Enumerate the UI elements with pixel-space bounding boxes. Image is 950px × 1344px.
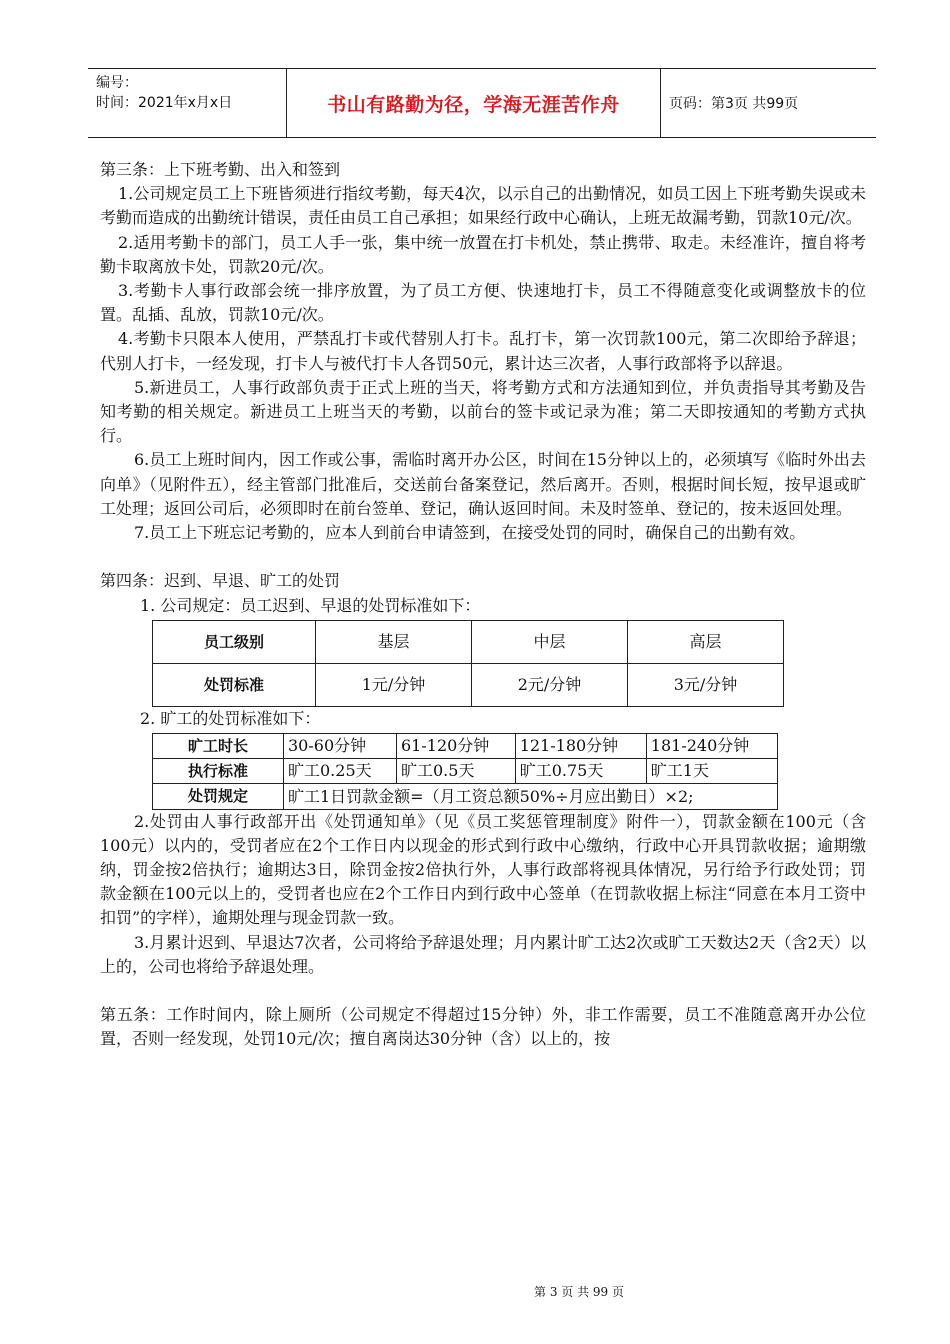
table-row	[153, 663, 784, 706]
section4-para-2: 2.处罚由人事行政部开出《处罚通知单》（见《员工奖惩管理制度》附件一），罚款金额在100元（含100元）以内的，受罚者应在2个工作日内以现金的形式到行政中心缴纳，行政中心开具罚款收据；逾期缴纳，罚金按2倍执行；逾期达3日，除罚金按2倍执行外，人事行政部将视具体情况，另行给予行政处罚；罚款金额在100元以上的，受罚者也应在2个工作日内到行政中心签单（在罚款收据上标注“同意在本月工资中扣罚”的字样），逾期处理与现金罚款一致。	[100, 811, 866, 928]
section3-item-6: 6.员工上班时间内，因工作或公事，需临时离开办公区，时间在15分钟以上的，必须填写《临时外出去向单》（见附件五），经主管部门批准后，交送前台备案登记，然后离开。否则，根据时间长短，按早退或旷工处理；返回公司后，必须即时在前台签单、登记，确认返回时间。未及时签单、登记的，按未返回处理。	[100, 450, 866, 518]
table-cell: 1元/分钟	[316, 663, 472, 706]
table-cell: 旷工1日罚款金额=（月工资总额50%÷月应出勤日）×2;	[284, 784, 778, 809]
table-cell: 旷工0.25天	[284, 759, 397, 784]
table-cell: 30-60分钟	[284, 734, 397, 759]
table-cell: 2元/分钟	[472, 663, 628, 706]
table-cell: 处罚规定	[153, 784, 284, 809]
table-cell: 高层	[628, 620, 784, 663]
section3-item-4: 4.考勤卡只限本人使用，严禁乱打卡或代替别人打卡。乱打卡，第一次罚款100元，第二次即给予辞退；代别人打卡，一经发现，打卡人与被代打卡人各罚50元，累计达三次者，人事行政部将予以辞退。	[100, 329, 866, 373]
section3-item-3: 3.考勤卡人事行政部会统一排序放置，为了员工方便、快速地打卡，员工不得随意变化或调整放卡的位置。乱插、乱放，罚款10元/次。	[100, 281, 866, 325]
header-page: 页码：第3页 共99页	[669, 96, 799, 112]
table-cell: 旷工时长	[153, 734, 284, 759]
table-cell: 旷工0.75天	[515, 759, 646, 784]
table-row	[153, 759, 778, 784]
table-cell: 基层	[316, 620, 472, 663]
table-cell: 员工级别	[153, 620, 316, 663]
table-row	[153, 620, 784, 663]
table-cell: 121-180分钟	[515, 734, 646, 759]
table-cell: 181-240分钟	[646, 734, 777, 759]
section3-item-7: 7.员工上下班忘记考勤的，应本人到前台申请签到，在接受处罚的同时，确保自己的出勤有效。	[134, 523, 806, 543]
table-row	[153, 734, 778, 759]
header-motto: 书山有路勤为径，学海无涯苦作舟	[287, 69, 661, 137]
late-penalty-table	[152, 620, 784, 707]
table-cell: 旷工1天	[646, 759, 777, 784]
section3-title: 第三条：上下班考勤、出入和签到	[100, 160, 341, 179]
page-footer	[0, 1283, 950, 1300]
header-meta	[88, 69, 287, 137]
table-cell: 3元/分钟	[628, 663, 784, 706]
table-row	[153, 784, 778, 809]
section3-item-5: 5.新进员工，人事行政部负责于正式上班的当天，将考勤方式和方法通知到位，并负责指导其考勤及告知考勤的相关规定。新进员工上班当天的考勤，以前台的签卡或记录为准；第二天即按通知的考勤方式执行。	[100, 377, 866, 446]
section5-text: 第五条：工作时间内，除上厕所（公司规定不得超过15分钟）外，非工作需要，员工不准随意离开办公位置，否则一经发现，处罚10元/次；擅自离岗达30分钟（含）以上的，按	[100, 1005, 866, 1049]
doc-code: 编号：	[96, 75, 138, 91]
section4-item-1: 1. 公司规定：员工迟到、早退的处罚标准如下：	[140, 595, 481, 615]
section4-para-3: 3.月累计迟到、早退达7次者，公司将给予辞退处理；月内累计旷工达2次或旷工天数达2天（含2天）以上的，公司也将给予辞退处理。	[100, 932, 866, 976]
footer-page-number: 第 3 页 共 99 页	[534, 1285, 624, 1299]
absence-penalty-table	[152, 733, 778, 810]
section4-item-2: 2. 旷工的处罚标准如下：	[140, 708, 321, 728]
section4-title: 第四条：迟到、早退、旷工的处罚	[100, 571, 341, 591]
section3-item-1: 1.公司规定员工上下班皆须进行指纹考勤，每天4次，以示自己的出勤情况，如员工因上下班考勤失误或未考勤而造成的出勤统计错误，责任由员工自己承担；如果经行政中心确认，上班无故漏考勤，罚款10元/次。	[100, 184, 866, 228]
document-body	[100, 158, 866, 1052]
table-cell: 61-120分钟	[397, 734, 516, 759]
page-header	[88, 68, 876, 138]
section3-item-2: 2.适用考勤卡的部门，员工人手一张，集中统一放置在打卡机处，禁止携带、取走。未经准许，擅自将考勤卡取离放卡处，罚款20元/次。	[100, 232, 866, 276]
doc-time: 时间：2021年x月x日	[96, 95, 233, 111]
table-cell: 处罚标准	[153, 663, 316, 706]
table-cell: 中层	[472, 620, 628, 663]
table-cell: 旷工0.5天	[397, 759, 516, 784]
table-cell: 执行标准	[153, 759, 284, 784]
